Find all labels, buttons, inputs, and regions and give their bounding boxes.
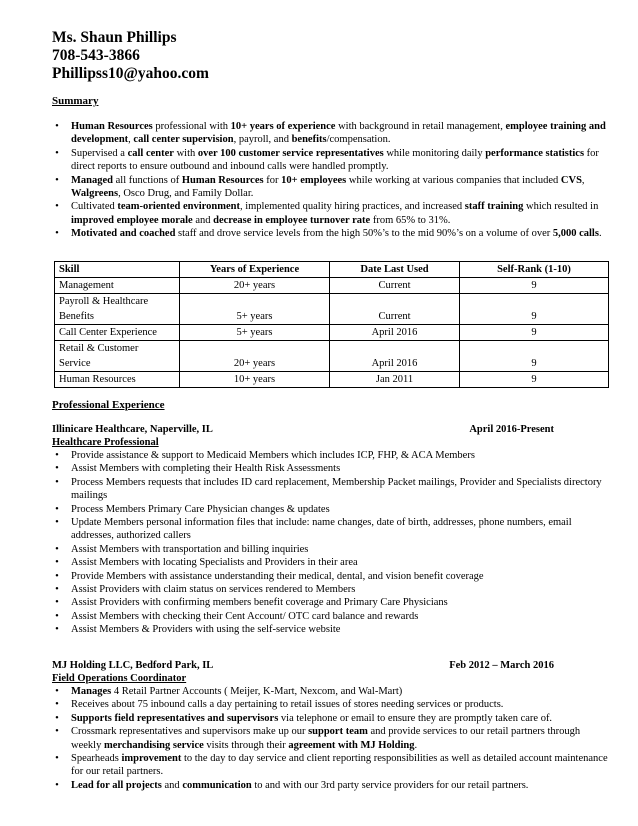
list-item: • Assist Providers with claim status on services rendered to Members — [52, 583, 608, 596]
bullet-icon: • — [55, 228, 59, 240]
job-header — [52, 659, 608, 672]
list-item: • Update Members personal information files that include: name changes, date of birth, addresses, phone numbers, email addresses, authorized callers — [52, 516, 608, 543]
bullet-icon: • — [55, 121, 59, 132]
bullet-icon: • — [55, 543, 59, 555]
job-duties-list — [52, 449, 608, 637]
col-header-years: Years of Experience — [180, 262, 330, 278]
skills-table-body — [55, 278, 609, 388]
summary-list — [52, 120, 608, 241]
col-header-rank: Self-Rank (1-10) — [460, 262, 609, 278]
summary-heading: Summary — [52, 95, 99, 107]
list-item: • Spearheads improvement to the day to day service and client reporting responsibilities as well as detailed account maintenance for our retail partners. — [52, 752, 608, 779]
bullet-icon: • — [55, 463, 59, 475]
bullet-icon: • — [55, 201, 59, 213]
skills-header-row — [55, 262, 609, 278]
list-item: • Assist Members with checking their Cent Account/ OTC card balance and rewards — [52, 610, 608, 623]
rank-cell: 9 — [460, 372, 609, 388]
list-item: • Crossmark representatives and supervisors make up our support team and provide services to our retail partners through weekly merchandising service visits through their agreement with MJ Holding. — [52, 725, 608, 752]
list-item: • Assist Members with transportation and billing inquiries — [52, 543, 608, 556]
years-cell: 20+ years — [180, 341, 330, 372]
bullet-icon: • — [55, 686, 59, 697]
list-item: • Supports field representatives and supervisors via telephone or email to ensure they are promptly taken care of. — [52, 712, 608, 725]
rank-cell: 9 — [460, 325, 609, 341]
candidate-name: Ms. Shaun Phillips — [52, 29, 177, 46]
job-header — [52, 423, 608, 436]
bullet-icon: • — [55, 517, 59, 529]
years-cell: 5+ years — [180, 294, 330, 325]
bullet-icon: • — [55, 450, 59, 461]
list-item: • Assist Members with locating Specialists and Providers in their area — [52, 556, 608, 569]
list-item: • Managed all functions of Human Resources for 10+ employees while working at various companies that included CVS, Walgreens, Osco Drug, and Family Dollar. — [52, 174, 608, 201]
bullet-icon: • — [55, 570, 59, 582]
date-cell: Current — [330, 278, 460, 294]
date-cell: April 2016 — [330, 325, 460, 341]
list-item: • Provide assistance & support to Medicaid Members which includes ICP, FHP, & ACA Members — [52, 449, 608, 462]
years-cell: 10+ years — [180, 372, 330, 388]
list-item: • Assist Members with completing their Health Risk Assessments — [52, 462, 608, 475]
date-cell: April 2016 — [330, 341, 460, 372]
job-title: Healthcare Professional — [52, 437, 159, 448]
table-row — [55, 325, 609, 341]
list-item: • Provide Members with assistance understanding their medical, dental, and vision benefit coverage — [52, 570, 608, 583]
bullet-icon: • — [55, 726, 59, 738]
rank-cell: 9 — [460, 294, 609, 325]
skill-cell: Human Resources — [55, 372, 180, 388]
job-company: Illinicare Healthcare, Naperville, IL — [52, 424, 213, 435]
bullet-icon: • — [55, 147, 59, 159]
job-title: Field Operations Coordinator — [52, 673, 187, 684]
job-duties-list — [52, 685, 608, 792]
bullet-icon: • — [55, 476, 59, 488]
table-row — [55, 372, 609, 388]
list-item: • Motivated and coached staff and drove service levels from the high 50%’s to the mid 90%’s on a volume of over 5,000 calls. — [52, 227, 608, 240]
rank-cell: 9 — [460, 341, 609, 372]
skill-cell: Payroll & Healthcare Benefits — [55, 294, 180, 325]
date-cell: Current — [330, 294, 460, 325]
years-cell: 5+ years — [180, 325, 330, 341]
list-item: • Process Members requests that includes ID card replacement, Membership Packet mailings, Provider and Specialists directory mailings — [52, 476, 608, 503]
list-item: • Process Members Primary Care Physician changes & updates — [52, 503, 608, 516]
job-dates: April 2016-Present — [469, 424, 554, 435]
list-item: • Human Resources professional with 10+ years of experience with background in retail management, employee training and development, call center supervision, payroll, and benefits/compensation. — [52, 120, 608, 147]
skill-cell: Management — [55, 278, 180, 294]
years-cell: 20+ years — [180, 278, 330, 294]
bullet-icon: • — [55, 699, 59, 711]
list-item: • Cultivated team-oriented environment, implemented quality hiring practices, and increased staff training which resulted in improved employee morale and decrease in employee turnover rate from 65% to 31%. — [52, 200, 608, 227]
candidate-email: Phillipss10@yahoo.com — [52, 65, 209, 82]
date-cell: Jan 2011 — [330, 372, 460, 388]
skill-cell: Call Center Experience — [55, 325, 180, 341]
candidate-phone: 708-543-3866 — [52, 47, 140, 64]
bullet-icon: • — [55, 753, 59, 765]
list-item: • Supervised a call center with over 100 customer service representatives while monitoring daily performance statistics for direct reports to ensure outbound and inbound calls were handled promptly. — [52, 147, 608, 174]
list-item: • Receives about 75 inbound calls a day pertaining to retail issues of stores needing services or products. — [52, 698, 608, 711]
list-item: • Manages 4 Retail Partner Accounts ( Meijer, K-Mart, Nexcom, and Wal-Mart) — [52, 685, 608, 698]
bullet-icon: • — [55, 624, 59, 636]
col-header-date: Date Last Used — [330, 262, 460, 278]
table-row — [55, 294, 609, 325]
skill-cell: Retail & Customer Service — [55, 341, 180, 372]
experience-heading: Professional Experience — [52, 399, 165, 411]
job-company: MJ Holding LLC, Bedford Park, IL — [52, 660, 214, 671]
bullet-icon: • — [55, 557, 59, 569]
skills-table — [54, 261, 609, 388]
rank-cell: 9 — [460, 278, 609, 294]
list-item: • Assist Providers with confirming members benefit coverage and Primary Care Physicians — [52, 596, 608, 609]
bullet-icon: • — [55, 712, 59, 724]
list-item: • Assist Members & Providers with using the self-service website — [52, 623, 608, 636]
bullet-icon: • — [55, 597, 59, 609]
job-dates: Feb 2012 – March 2016 — [449, 660, 554, 671]
col-header-skill: Skill — [55, 262, 180, 278]
bullet-icon: • — [55, 779, 59, 791]
list-item: • Lead for all projects and communication to and with our 3rd party service providers for our retail partners. — [52, 779, 608, 792]
table-row — [55, 278, 609, 294]
bullet-icon: • — [55, 174, 59, 186]
bullet-icon: • — [55, 610, 59, 622]
table-row — [55, 341, 609, 372]
bullet-icon: • — [55, 503, 59, 515]
bullet-icon: • — [55, 584, 59, 596]
